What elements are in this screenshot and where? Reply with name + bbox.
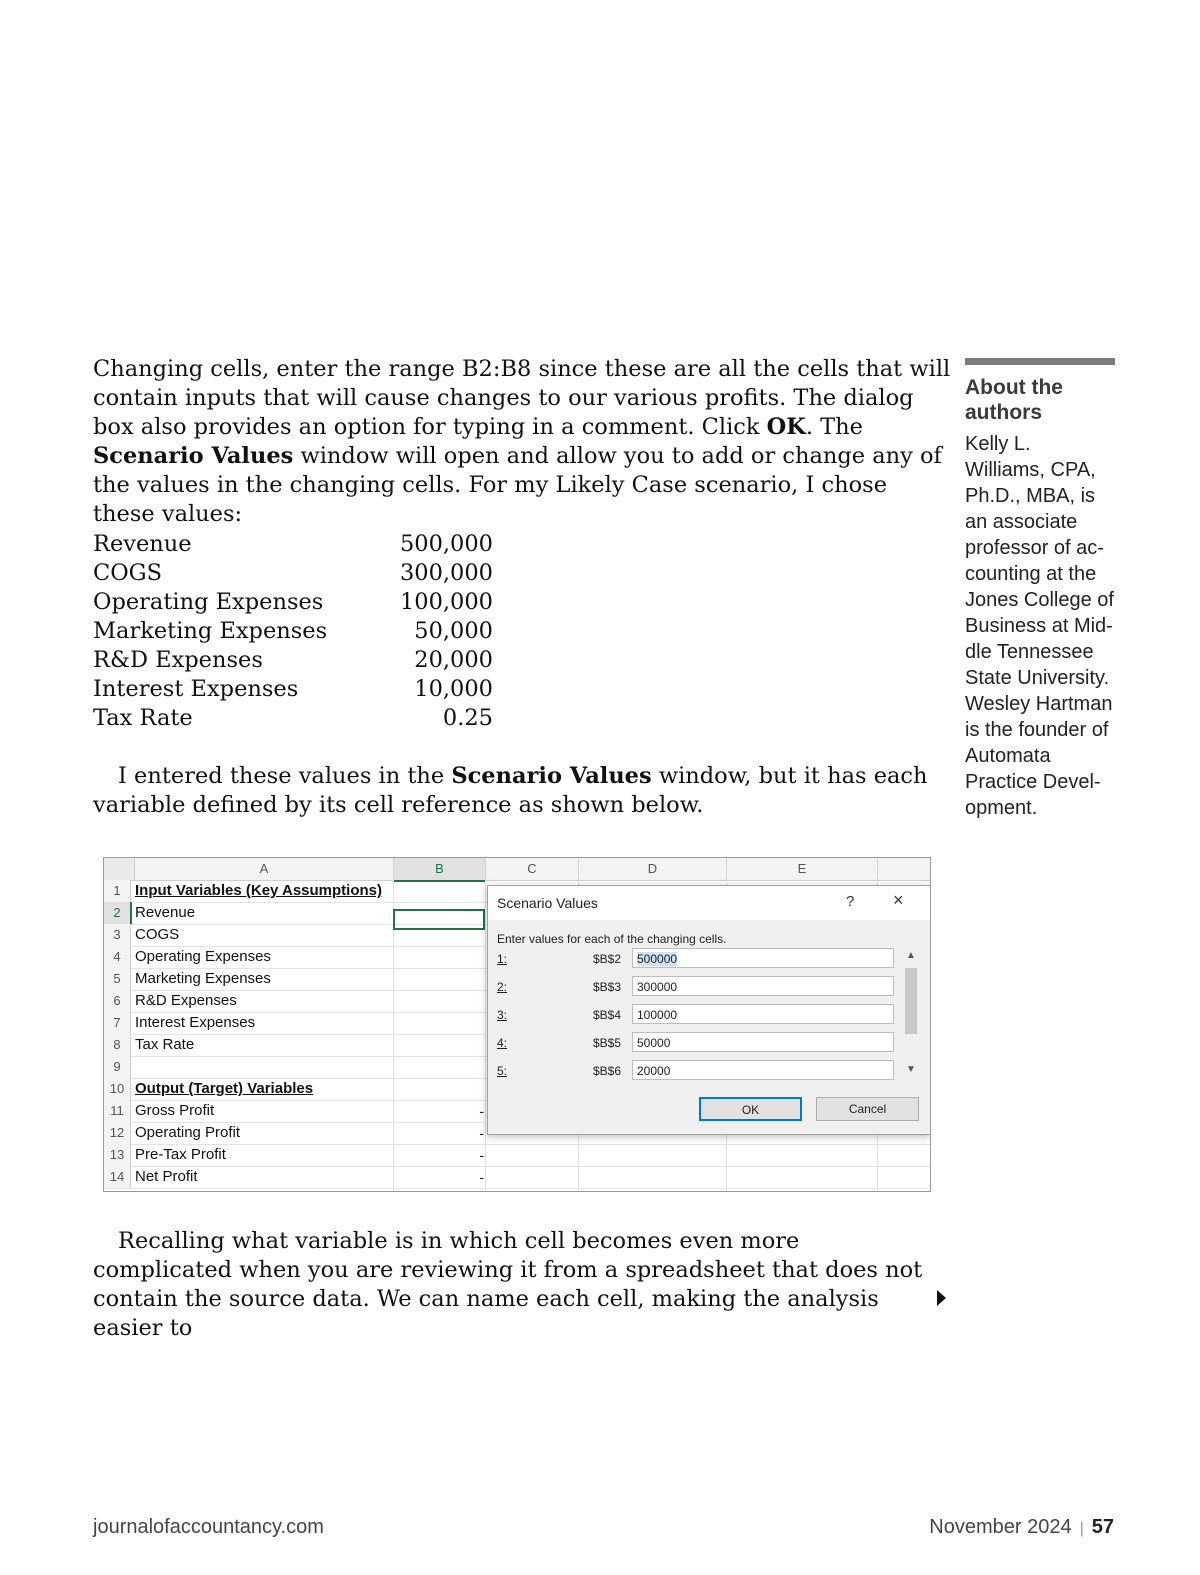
cell-a[interactable]: COGS (135, 926, 180, 943)
bold-text: Scenario Values (451, 763, 652, 789)
cell-b[interactable]: - (479, 1103, 484, 1119)
sidebar-heading: About the authors (965, 376, 1063, 424)
about-authors-sidebar (965, 358, 1115, 821)
footer-page-info (929, 1516, 1114, 1539)
page-number: 57 (1091, 1516, 1114, 1538)
chevron-down-icon[interactable]: ▼ (906, 1064, 916, 1075)
cell-b[interactable] (394, 1078, 484, 1100)
cell-b[interactable]: - (479, 1169, 484, 1185)
paragraph-intro (93, 355, 953, 529)
close-icon[interactable]: × (893, 890, 904, 910)
footer-separator: | (1079, 1520, 1084, 1537)
continue-arrow-icon (937, 1290, 946, 1306)
field-number: 2: (497, 980, 508, 994)
cell-b[interactable] (394, 990, 484, 1012)
ok-button[interactable]: OK (699, 1097, 802, 1121)
author-bio: Kelly L. Williams, CPA, Ph.D., MBA, is an associate professor of ac-counting at the Jones College of Business at Mid-dle Tennessee State University. Wesley Hartman is the founder of Automata Practice Devel-opment. (965, 433, 1114, 819)
column-header-row (104, 858, 930, 881)
dialog-title: Scenario Values (497, 895, 598, 911)
value-amount: 500,000 (399, 531, 493, 557)
scenario-values-dialog (487, 885, 931, 1135)
value-row (93, 675, 493, 704)
value-amount: 10,000 (414, 676, 493, 702)
field-number: 5: (497, 1064, 508, 1078)
row-number[interactable]: 8 (104, 1034, 131, 1056)
changing-cell-row (488, 1032, 930, 1056)
cell-b[interactable] (394, 880, 484, 902)
input-value: 20000 (637, 1064, 671, 1078)
text: Recalling what variable is in which cell becomes even more complicated when you are reviewing it from a spreadsheet that does not contain the source data. We can name each cell, making the analysis easier to (93, 1228, 923, 1341)
row-number[interactable]: 12 (104, 1122, 131, 1144)
input-value: 100000 (637, 1008, 678, 1022)
spreadsheet-screenshot (103, 857, 931, 1192)
value-row (93, 646, 493, 675)
cell-a[interactable]: Tax Rate (135, 1036, 195, 1053)
text: . The (805, 414, 863, 440)
value-amount: 100,000 (399, 589, 493, 615)
cell-a[interactable]: Marketing Expenses (135, 970, 271, 987)
sidebar-rule (965, 358, 1115, 365)
cell-b[interactable]: - (479, 1147, 484, 1163)
value-row (93, 559, 493, 588)
value-input[interactable] (632, 1060, 894, 1080)
cell-reference: $B$2 (593, 952, 622, 966)
value-label: Tax Rate (93, 705, 193, 731)
column-header-c[interactable]: C (486, 858, 579, 880)
cell-a[interactable]: Revenue (135, 904, 196, 921)
value-row (93, 530, 493, 559)
row-number[interactable]: 13 (104, 1144, 131, 1166)
likely-case-values-table (93, 530, 493, 733)
cell-b[interactable] (394, 968, 484, 990)
dialog-title-bar[interactable] (488, 886, 930, 920)
value-row (93, 704, 493, 733)
value-row (93, 588, 493, 617)
bold-text: Scenario Values (93, 443, 294, 469)
input-value: 300000 (637, 980, 678, 994)
row-number[interactable]: 14 (104, 1166, 131, 1188)
footer-site: journalofaccountancy.com (93, 1516, 324, 1538)
sheet-row (104, 1144, 930, 1167)
changing-cell-row (488, 1060, 930, 1084)
column-header-a[interactable]: A (135, 858, 394, 880)
cell-a[interactable]: Operating Profit (135, 1124, 241, 1141)
changing-cell-row (488, 1004, 930, 1028)
chevron-up-icon[interactable]: ▲ (906, 950, 916, 961)
cell-b[interactable]: - (479, 1125, 484, 1141)
value-input[interactable] (632, 1004, 894, 1024)
value-label: Interest Expenses (93, 676, 299, 702)
value-label: R&D Expenses (93, 647, 263, 673)
cell-reference: $B$6 (593, 1064, 622, 1078)
row-number[interactable]: 4 (104, 946, 131, 968)
field-number: 3: (497, 1008, 508, 1022)
row-number[interactable]: 3 (104, 924, 131, 946)
sheet-row (104, 1166, 930, 1189)
value-amount: 0.25 (442, 705, 493, 731)
value-label: Marketing Expenses (93, 618, 328, 644)
changing-cell-row (488, 976, 930, 1000)
cell-reference: $B$3 (593, 980, 622, 994)
cell-a[interactable]: R&D Expenses (135, 992, 237, 1009)
cell-b[interactable] (394, 1034, 484, 1056)
cell-reference: $B$4 (593, 1008, 622, 1022)
row-number[interactable]: 5 (104, 968, 131, 990)
value-label: Operating Expenses (93, 589, 324, 615)
cell-a[interactable]: Input Variables (Key Assumptions) (135, 882, 382, 899)
value-amount: 300,000 (399, 560, 493, 586)
text: Changing cells, enter the range B2:B8 since these are all the cells that will contain inputs that will cause changes to our various profits. The dialog box also provides an option for typing in a comment. Click (93, 356, 951, 440)
bold-text: OK (766, 414, 806, 440)
cell-reference: $B$5 (593, 1036, 622, 1050)
row-number[interactable]: 2 (104, 902, 132, 924)
row-number[interactable]: 6 (104, 990, 131, 1012)
row-number[interactable]: 11 (104, 1100, 131, 1122)
value-input[interactable] (632, 1032, 894, 1052)
cell-b[interactable] (394, 946, 484, 968)
value-label: Revenue (93, 531, 192, 557)
cell-a[interactable]: Net Profit (135, 1168, 198, 1185)
dialog-instruction: Enter values for each of the changing cells. (497, 932, 727, 946)
cell-b[interactable] (394, 1012, 484, 1034)
field-number: 1: (497, 952, 508, 966)
cell-b[interactable] (394, 1056, 484, 1078)
active-cell-b2[interactable] (393, 909, 485, 930)
paragraph-recalling (93, 1227, 923, 1343)
cell-a[interactable]: Operating Expenses (135, 948, 271, 965)
row-number[interactable]: 9 (104, 1056, 131, 1078)
cell-a[interactable]: Pre-Tax Profit (135, 1146, 226, 1163)
cell-a[interactable]: Interest Expenses (135, 1014, 256, 1031)
value-amount: 50,000 (414, 618, 493, 644)
text: I entered these values in the (118, 763, 452, 789)
row-number[interactable]: 10 (104, 1078, 131, 1100)
row-number[interactable]: 1 (104, 880, 131, 902)
text: window will open and allow you to add or change any of the values in the changing cells. For my Likely Case scenario, I chose these values: (93, 443, 942, 527)
column-header-e[interactable]: E (727, 858, 878, 880)
dialog-scrollbar[interactable] (902, 948, 920, 1080)
value-amount: 20,000 (414, 647, 493, 673)
input-value: 50000 (637, 1036, 671, 1050)
cell-a[interactable]: Output (Target) Variables (135, 1080, 314, 1097)
help-icon[interactable]: ? (846, 893, 855, 910)
value-input[interactable] (632, 976, 894, 996)
field-number: 4: (497, 1036, 508, 1050)
scrollbar-thumb[interactable] (905, 968, 917, 1034)
row-number[interactable]: 7 (104, 1012, 131, 1034)
footer-date: November 2024 (929, 1516, 1072, 1538)
changing-cell-row (488, 948, 930, 972)
select-all-corner[interactable] (104, 858, 135, 880)
column-header-b[interactable]: B (394, 858, 486, 882)
text: window, but it has each variable defined by its cell reference as shown below. (93, 763, 928, 818)
value-input[interactable] (632, 948, 894, 968)
value-row (93, 617, 493, 646)
column-header-d[interactable]: D (579, 858, 727, 880)
paragraph-entered-values (93, 762, 933, 820)
cell-a[interactable]: Gross Profit (135, 1102, 215, 1119)
cancel-button[interactable]: Cancel (816, 1097, 919, 1121)
value-label: COGS (93, 560, 163, 586)
input-value: 500000 (637, 952, 678, 966)
